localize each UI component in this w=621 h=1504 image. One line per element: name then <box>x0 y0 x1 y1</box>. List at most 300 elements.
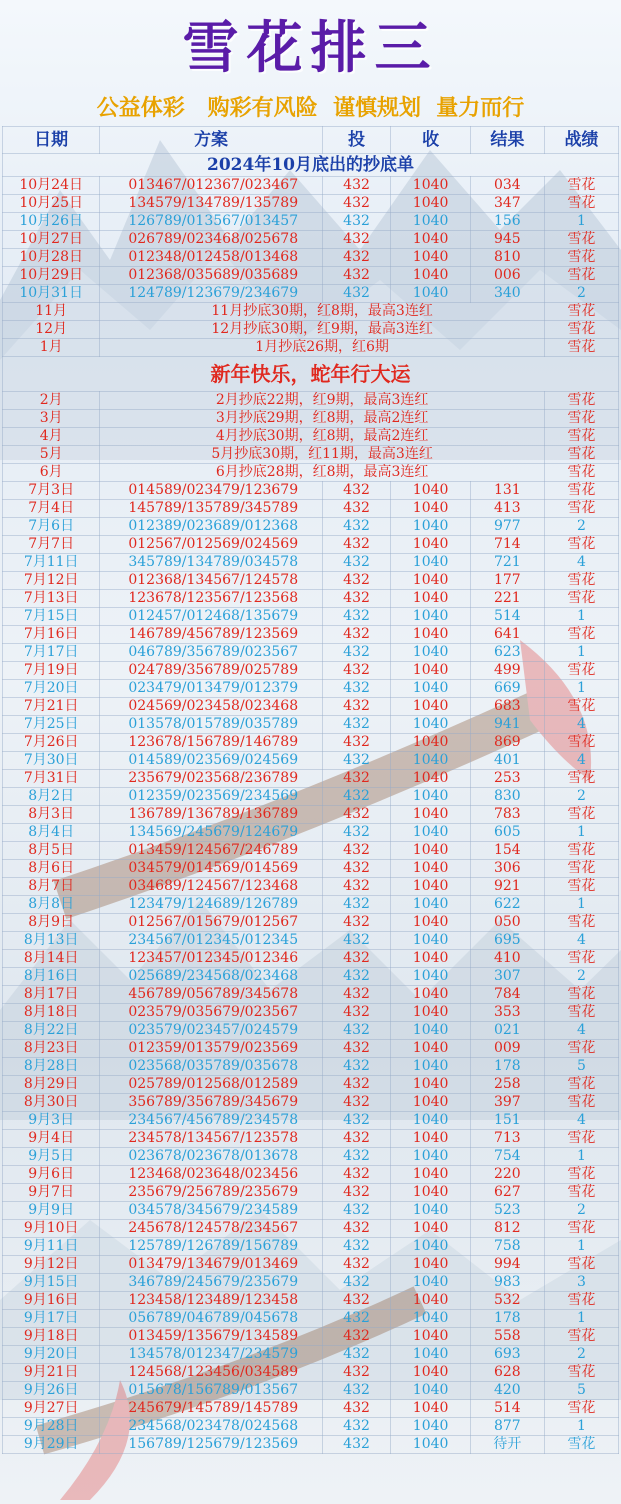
scheme-cell: 123678/156789/146789 <box>100 734 322 752</box>
bet-cell: 432 <box>322 177 391 195</box>
record-cell: 雪花 <box>544 1040 618 1058</box>
table-row <box>3 644 619 662</box>
table-row <box>3 1328 619 1346</box>
scheme-cell: 023568/035789/035678 <box>100 1058 322 1076</box>
date-cell: 9月3日 <box>3 1112 100 1130</box>
table-row <box>3 482 619 500</box>
return-cell: 1040 <box>391 932 470 950</box>
result-cell: 340 <box>470 285 544 303</box>
return-cell: 1040 <box>391 644 470 662</box>
section-title-row <box>3 154 619 177</box>
table-row <box>3 500 619 518</box>
bet-cell: 432 <box>322 950 391 968</box>
date-cell: 8月17日 <box>3 986 100 1004</box>
header-date: 日期 <box>3 127 100 154</box>
month-summary-row <box>3 321 619 339</box>
result-cell: 669 <box>470 680 544 698</box>
result-cell: 410 <box>470 950 544 968</box>
date-cell: 9月29日 <box>3 1436 100 1454</box>
return-cell: 1040 <box>391 950 470 968</box>
table-row <box>3 1094 619 1112</box>
result-cell: 713 <box>470 1130 544 1148</box>
bet-cell: 432 <box>322 860 391 878</box>
table-row <box>3 752 619 770</box>
month-cell: 5月 <box>3 446 100 464</box>
month-summary-text: 4月抄底30期，红8期，最高2连红 <box>100 428 545 446</box>
date-cell: 7月17日 <box>3 644 100 662</box>
date-cell: 10月31日 <box>3 285 100 303</box>
result-cell: 347 <box>470 195 544 213</box>
date-cell: 7月19日 <box>3 662 100 680</box>
bet-cell: 432 <box>322 1040 391 1058</box>
bet-cell: 432 <box>322 1346 391 1364</box>
return-cell: 1040 <box>391 1040 470 1058</box>
scheme-cell: 123678/123567/123568 <box>100 590 322 608</box>
table-row <box>3 231 619 249</box>
table-row <box>3 249 619 267</box>
record-cell: 雪花 <box>544 950 618 968</box>
return-cell: 1040 <box>391 1202 470 1220</box>
result-cell: 514 <box>470 608 544 626</box>
date-cell: 9月6日 <box>3 1166 100 1184</box>
table-row <box>3 518 619 536</box>
table-row <box>3 1202 619 1220</box>
scheme-cell: 234567/456789/234578 <box>100 1112 322 1130</box>
return-cell: 1040 <box>391 1130 470 1148</box>
scheme-cell: 012368/134567/124578 <box>100 572 322 590</box>
scheme-cell: 124568/123456/034589 <box>100 1364 322 1382</box>
month-summary-text: 11月抄底30期，红8期，最高3连红 <box>100 303 545 321</box>
record-cell: 雪花 <box>544 446 618 464</box>
record-cell: 雪花 <box>544 1328 618 1346</box>
date-cell: 8月7日 <box>3 878 100 896</box>
result-cell: 006 <box>470 267 544 285</box>
bet-cell: 432 <box>322 1148 391 1166</box>
table-row <box>3 1220 619 1238</box>
return-cell: 1040 <box>391 860 470 878</box>
bet-cell: 432 <box>322 968 391 986</box>
table-row <box>3 572 619 590</box>
bet-cell: 432 <box>322 536 391 554</box>
date-cell: 7月20日 <box>3 680 100 698</box>
return-cell: 1040 <box>391 1382 470 1400</box>
return-cell: 1040 <box>391 770 470 788</box>
return-cell: 1040 <box>391 734 470 752</box>
record-cell: 5 <box>544 1058 618 1076</box>
section-title-oct: 2024年10月底出的抄底单 <box>3 154 619 177</box>
table-row <box>3 1058 619 1076</box>
record-cell: 雪花 <box>544 662 618 680</box>
date-cell: 9月7日 <box>3 1184 100 1202</box>
record-cell: 2 <box>544 1346 618 1364</box>
bet-cell: 432 <box>322 1400 391 1418</box>
record-cell: 1 <box>544 824 618 842</box>
scheme-cell: 345789/134789/034578 <box>100 554 322 572</box>
month-summary-row <box>3 303 619 321</box>
return-cell: 1040 <box>391 1058 470 1076</box>
table-row <box>3 914 619 932</box>
return-cell: 1040 <box>391 267 470 285</box>
table-row <box>3 536 619 554</box>
date-cell: 7月25日 <box>3 716 100 734</box>
result-cell: 523 <box>470 1202 544 1220</box>
record-cell: 雪花 <box>544 428 618 446</box>
table-row <box>3 1166 619 1184</box>
bet-cell: 432 <box>322 608 391 626</box>
return-cell: 1040 <box>391 1148 470 1166</box>
return-cell: 1040 <box>391 572 470 590</box>
scheme-cell: 456789/056789/345678 <box>100 986 322 1004</box>
bet-cell: 432 <box>322 1382 391 1400</box>
result-cell: 627 <box>470 1184 544 1202</box>
table-row <box>3 213 619 231</box>
scheme-cell: 245678/124578/234567 <box>100 1220 322 1238</box>
record-cell: 雪花 <box>544 1400 618 1418</box>
table-row <box>3 842 619 860</box>
table-row <box>3 860 619 878</box>
scheme-cell: 034579/014569/014569 <box>100 860 322 878</box>
slogan: 公益体彩 购彩有风险 谨慎规划 量力而行 <box>96 95 525 121</box>
record-cell: 4 <box>544 932 618 950</box>
result-cell: 941 <box>470 716 544 734</box>
month-summary-row <box>3 339 619 357</box>
result-cell: 258 <box>470 1076 544 1094</box>
table-row <box>3 590 619 608</box>
date-cell: 7月31日 <box>3 770 100 788</box>
scheme-cell: 034578/345679/234589 <box>100 1202 322 1220</box>
result-cell: 683 <box>470 698 544 716</box>
date-cell: 10月27日 <box>3 231 100 249</box>
return-cell: 1040 <box>391 842 470 860</box>
record-cell: 雪花 <box>544 986 618 1004</box>
record-cell: 雪花 <box>544 1184 618 1202</box>
month-summary-text: 1月抄底26期，红6期 <box>100 339 545 357</box>
table-row <box>3 1274 619 1292</box>
date-cell: 9月12日 <box>3 1256 100 1274</box>
return-cell: 1040 <box>391 1436 470 1454</box>
date-cell: 10月28日 <box>3 249 100 267</box>
scheme-cell: 346789/245679/235679 <box>100 1274 322 1292</box>
bet-cell: 432 <box>322 1130 391 1148</box>
scheme-cell: 012457/012468/135679 <box>100 608 322 626</box>
return-cell: 1040 <box>391 195 470 213</box>
scheme-cell: 234578/134567/123578 <box>100 1130 322 1148</box>
return-cell: 1040 <box>391 500 470 518</box>
date-cell: 7月12日 <box>3 572 100 590</box>
date-cell: 9月18日 <box>3 1328 100 1346</box>
record-cell: 1 <box>544 644 618 662</box>
date-cell: 9月10日 <box>3 1220 100 1238</box>
bet-cell: 432 <box>322 249 391 267</box>
table-row <box>3 1346 619 1364</box>
date-cell: 7月3日 <box>3 482 100 500</box>
bet-cell: 432 <box>322 1328 391 1346</box>
table-row <box>3 1130 619 1148</box>
scheme-cell: 012567/012569/024569 <box>100 536 322 554</box>
date-cell: 9月16日 <box>3 1292 100 1310</box>
return-cell: 1040 <box>391 213 470 231</box>
table-row <box>3 896 619 914</box>
result-cell: 009 <box>470 1040 544 1058</box>
result-cell: 830 <box>470 788 544 806</box>
return-cell: 1040 <box>391 1166 470 1184</box>
bet-cell: 432 <box>322 932 391 950</box>
month-cell: 2月 <box>3 392 100 410</box>
return-cell: 1040 <box>391 536 470 554</box>
date-cell: 10月25日 <box>3 195 100 213</box>
bet-cell: 432 <box>322 824 391 842</box>
date-cell: 8月8日 <box>3 896 100 914</box>
table-row <box>3 1292 619 1310</box>
result-cell: 623 <box>470 644 544 662</box>
date-cell: 7月4日 <box>3 500 100 518</box>
record-cell: 雪花 <box>544 249 618 267</box>
date-cell: 7月26日 <box>3 734 100 752</box>
result-cell: 151 <box>470 1112 544 1130</box>
result-cell: 628 <box>470 1364 544 1382</box>
bet-cell: 432 <box>322 1022 391 1040</box>
scheme-cell: 012368/035689/035689 <box>100 267 322 285</box>
record-cell: 雪花 <box>544 303 618 321</box>
date-cell: 8月9日 <box>3 914 100 932</box>
scheme-cell: 012359/013579/023569 <box>100 1040 322 1058</box>
record-cell: 雪花 <box>544 267 618 285</box>
table-row <box>3 1400 619 1418</box>
result-cell: 253 <box>470 770 544 788</box>
record-cell: 雪花 <box>544 1004 618 1022</box>
table-row <box>3 267 619 285</box>
scheme-cell: 013578/015789/035789 <box>100 716 322 734</box>
month-summary-row <box>3 428 619 446</box>
table-row <box>3 806 619 824</box>
date-cell: 9月5日 <box>3 1148 100 1166</box>
record-cell: 2 <box>544 1202 618 1220</box>
bet-cell: 432 <box>322 662 391 680</box>
scheme-cell: 125789/126789/156789 <box>100 1238 322 1256</box>
scheme-cell: 356789/356789/345679 <box>100 1094 322 1112</box>
table-row <box>3 554 619 572</box>
return-cell: 1040 <box>391 1292 470 1310</box>
table-row <box>3 608 619 626</box>
month-cell: 1月 <box>3 339 100 357</box>
bet-cell: 432 <box>322 1436 391 1454</box>
scheme-cell: 123457/012345/012346 <box>100 950 322 968</box>
table-row <box>3 1022 619 1040</box>
result-cell: 921 <box>470 878 544 896</box>
return-cell: 1040 <box>391 680 470 698</box>
scheme-cell: 024789/356789/025789 <box>100 662 322 680</box>
table-header <box>3 127 619 154</box>
return-cell: 1040 <box>391 482 470 500</box>
scheme-cell: 146789/456789/123569 <box>100 626 322 644</box>
table-row <box>3 1004 619 1022</box>
return-cell: 1040 <box>391 1238 470 1256</box>
section-title-newyear: 新年快乐，蛇年行大运 <box>3 357 619 392</box>
record-cell: 2 <box>544 968 618 986</box>
bet-cell: 432 <box>322 752 391 770</box>
record-cell: 雪花 <box>544 321 618 339</box>
result-cell: 154 <box>470 842 544 860</box>
record-cell: 雪花 <box>544 339 618 357</box>
header-return: 收 <box>391 127 470 154</box>
result-cell: 177 <box>470 572 544 590</box>
table-row <box>3 1040 619 1058</box>
bet-cell: 432 <box>322 285 391 303</box>
table-row <box>3 824 619 842</box>
return-cell: 1040 <box>391 1112 470 1130</box>
date-cell: 8月16日 <box>3 968 100 986</box>
month-summary-text: 2月抄底22期，红9期，最高3连红 <box>100 392 545 410</box>
record-cell: 雪花 <box>544 1130 618 1148</box>
date-cell: 7月7日 <box>3 536 100 554</box>
month-summary-text: 12月抄底30期，红9期，最高3连红 <box>100 321 545 339</box>
header-scheme: 方案 <box>100 127 322 154</box>
record-cell: 雪花 <box>544 410 618 428</box>
record-cell: 1 <box>544 1418 618 1436</box>
record-cell: 2 <box>544 285 618 303</box>
record-cell: 雪花 <box>544 590 618 608</box>
return-cell: 1040 <box>391 626 470 644</box>
scheme-cell: 245679/145789/145789 <box>100 1400 322 1418</box>
return-cell: 1040 <box>391 1076 470 1094</box>
scheme-cell: 145789/135789/345789 <box>100 500 322 518</box>
return-cell: 1040 <box>391 914 470 932</box>
date-cell: 10月29日 <box>3 267 100 285</box>
record-cell: 1 <box>544 1148 618 1166</box>
scheme-cell: 023579/023457/024579 <box>100 1022 322 1040</box>
result-cell: 784 <box>470 986 544 1004</box>
record-cell: 雪花 <box>544 1220 618 1238</box>
date-cell: 7月30日 <box>3 752 100 770</box>
date-cell: 9月26日 <box>3 1382 100 1400</box>
scheme-cell: 123479/124689/126789 <box>100 896 322 914</box>
record-cell: 雪花 <box>544 806 618 824</box>
bet-cell: 432 <box>322 896 391 914</box>
record-cell: 雪花 <box>544 698 618 716</box>
date-cell: 8月29日 <box>3 1076 100 1094</box>
scheme-cell: 014589/023569/024569 <box>100 752 322 770</box>
result-cell: 532 <box>470 1292 544 1310</box>
return-cell: 1040 <box>391 806 470 824</box>
scheme-cell: 156789/125679/123569 <box>100 1436 322 1454</box>
scheme-cell: 013467/012367/023467 <box>100 177 322 195</box>
result-cell: 783 <box>470 806 544 824</box>
results-table <box>2 126 619 1454</box>
record-cell: 雪花 <box>544 770 618 788</box>
table-row <box>3 285 619 303</box>
date-cell: 9月21日 <box>3 1364 100 1382</box>
scheme-cell: 134578/012347/234579 <box>100 1346 322 1364</box>
result-cell: 558 <box>470 1328 544 1346</box>
return-cell: 1040 <box>391 518 470 536</box>
result-cell: 499 <box>470 662 544 680</box>
return-cell: 1040 <box>391 1418 470 1436</box>
scheme-cell: 046789/356789/023567 <box>100 644 322 662</box>
result-cell: 605 <box>470 824 544 842</box>
scheme-cell: 026789/023468/025678 <box>100 231 322 249</box>
table-row <box>3 1436 619 1454</box>
month-summary-row <box>3 446 619 464</box>
table-row <box>3 1148 619 1166</box>
record-cell: 4 <box>544 1022 618 1040</box>
scheme-cell: 012567/015679/012567 <box>100 914 322 932</box>
result-cell: 397 <box>470 1094 544 1112</box>
bet-cell: 432 <box>322 590 391 608</box>
return-cell: 1040 <box>391 590 470 608</box>
record-cell: 雪花 <box>544 464 618 482</box>
record-cell: 雪花 <box>544 734 618 752</box>
result-cell: 641 <box>470 626 544 644</box>
record-cell: 雪花 <box>544 626 618 644</box>
result-cell: 812 <box>470 1220 544 1238</box>
month-summary-row <box>3 410 619 428</box>
bet-cell: 432 <box>322 1058 391 1076</box>
table-row <box>3 698 619 716</box>
date-cell: 8月22日 <box>3 1022 100 1040</box>
table-row <box>3 770 619 788</box>
result-cell: 693 <box>470 1346 544 1364</box>
date-cell: 9月4日 <box>3 1130 100 1148</box>
result-cell: 待开 <box>470 1436 544 1454</box>
date-cell: 8月14日 <box>3 950 100 968</box>
record-cell: 4 <box>544 752 618 770</box>
return-cell: 1040 <box>391 249 470 267</box>
date-cell: 9月11日 <box>3 1238 100 1256</box>
record-cell: 雪花 <box>544 500 618 518</box>
return-cell: 1040 <box>391 1328 470 1346</box>
bet-cell: 432 <box>322 842 391 860</box>
table-row <box>3 1076 619 1094</box>
result-cell: 721 <box>470 554 544 572</box>
table-row <box>3 968 619 986</box>
record-cell: 4 <box>544 554 618 572</box>
section-title-row <box>3 357 619 392</box>
bet-cell: 432 <box>322 1310 391 1328</box>
record-cell: 雪花 <box>544 914 618 932</box>
result-cell: 994 <box>470 1256 544 1274</box>
result-cell: 220 <box>470 1166 544 1184</box>
return-cell: 1040 <box>391 285 470 303</box>
month-cell: 11月 <box>3 303 100 321</box>
table-row <box>3 716 619 734</box>
record-cell: 雪花 <box>544 1292 618 1310</box>
result-cell: 622 <box>470 896 544 914</box>
scheme-cell: 023579/035679/023567 <box>100 1004 322 1022</box>
result-cell: 714 <box>470 536 544 554</box>
return-cell: 1040 <box>391 788 470 806</box>
date-cell: 8月13日 <box>3 932 100 950</box>
date-cell: 8月3日 <box>3 806 100 824</box>
result-cell: 306 <box>470 860 544 878</box>
return-cell: 1040 <box>391 554 470 572</box>
record-cell: 1 <box>544 896 618 914</box>
bet-cell: 432 <box>322 1166 391 1184</box>
header-bet: 投 <box>322 127 391 154</box>
result-cell: 877 <box>470 1418 544 1436</box>
bet-cell: 432 <box>322 680 391 698</box>
scheme-cell: 234568/023478/024568 <box>100 1418 322 1436</box>
month-summary-row <box>3 392 619 410</box>
bet-cell: 432 <box>322 213 391 231</box>
record-cell: 雪花 <box>544 860 618 878</box>
result-cell: 810 <box>470 249 544 267</box>
return-cell: 1040 <box>391 1274 470 1292</box>
month-cell: 4月 <box>3 428 100 446</box>
scheme-cell: 124789/123679/234679 <box>100 285 322 303</box>
record-cell: 雪花 <box>544 1256 618 1274</box>
table-row <box>3 1382 619 1400</box>
record-cell: 雪花 <box>544 1094 618 1112</box>
